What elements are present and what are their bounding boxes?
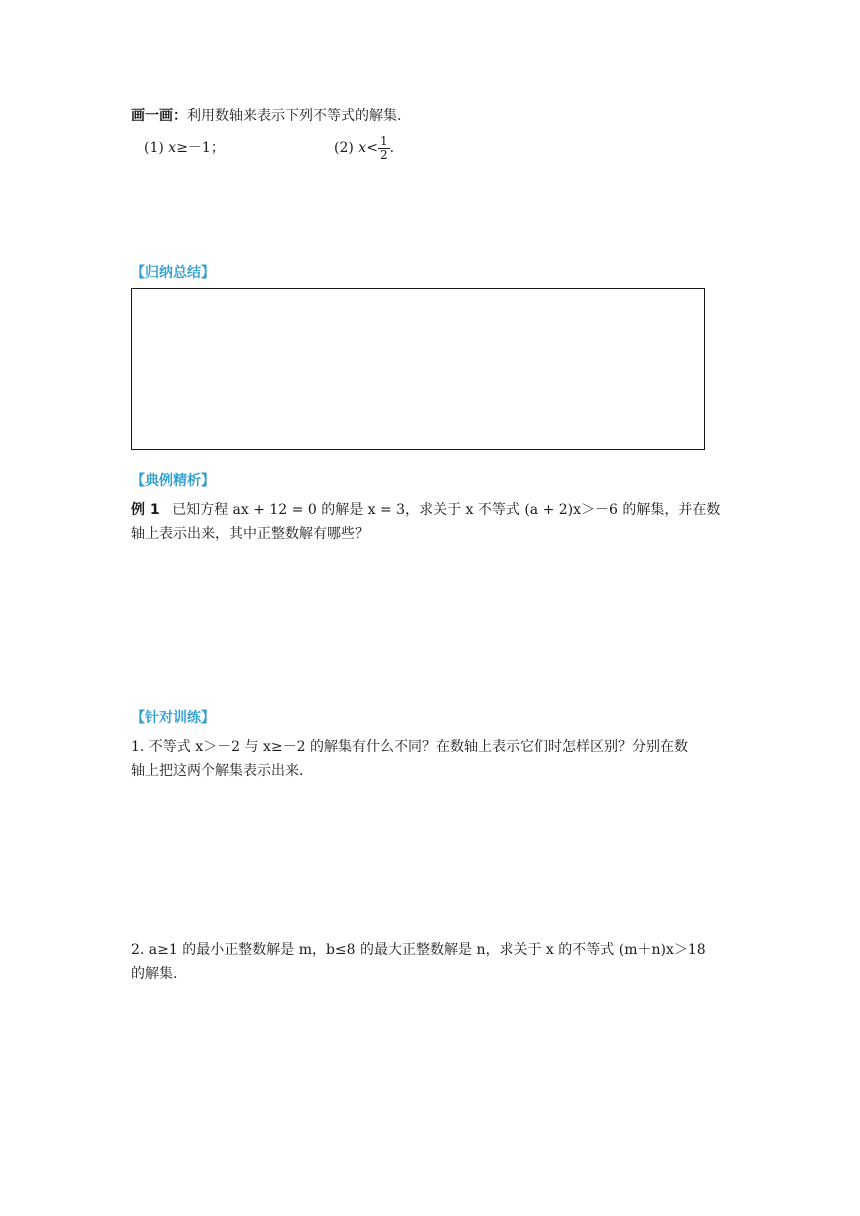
example-line-2: 轴上表示出来，其中正整数解有哪些？ [131,526,369,542]
item-variable: x [358,140,367,156]
example-heading: 【典例精析】 [131,473,215,489]
summary-heading: 【归纳总结】 [131,265,215,281]
draw-prompt [131,106,401,126]
training-q2-line-2: 的解集. [131,966,178,982]
draw-text: 利用数轴来表示下列不等式的解集. [187,108,402,124]
example-line-1 [131,500,720,520]
draw-item-2 [334,132,394,164]
fraction-numerator: 1 [379,133,388,148]
training-q1-line-2: 轴上把这两个解集表示出来. [131,763,304,779]
fraction [378,135,390,162]
item-relation: < [366,140,378,156]
training-heading: 【针对训练】 [131,710,215,726]
item-label: (1) [144,140,164,156]
item-relation: ≥－1； [176,140,225,156]
summary-box [131,288,705,450]
draw-title: 画一画： [131,108,187,124]
fraction-denominator: 2 [379,147,388,162]
training-q1-line-1: 1. 不等式 x＞－2 与 x≥－2 的解集有什么不同？在数轴上表示它们时怎样区别？分别在数 [131,739,688,755]
item-variable: x [168,140,177,156]
draw-item-1 [144,138,225,158]
item-end: . [389,140,395,156]
item-label: (2) [334,140,354,156]
example-label: 例 1 [131,502,160,518]
training-q2-line-1: 2. a≥1 的最小正整数解是 m，b≤8 的最大正整数解是 n，求关于 x 的不等式 (m＋n)x＞18 [131,942,706,958]
example-text-1: 已知方程 ax + 12 = 0 的解是 x = 3，求关于 x 不等式 (a + 2)x＞－6 的解集，并在数 [172,502,721,518]
